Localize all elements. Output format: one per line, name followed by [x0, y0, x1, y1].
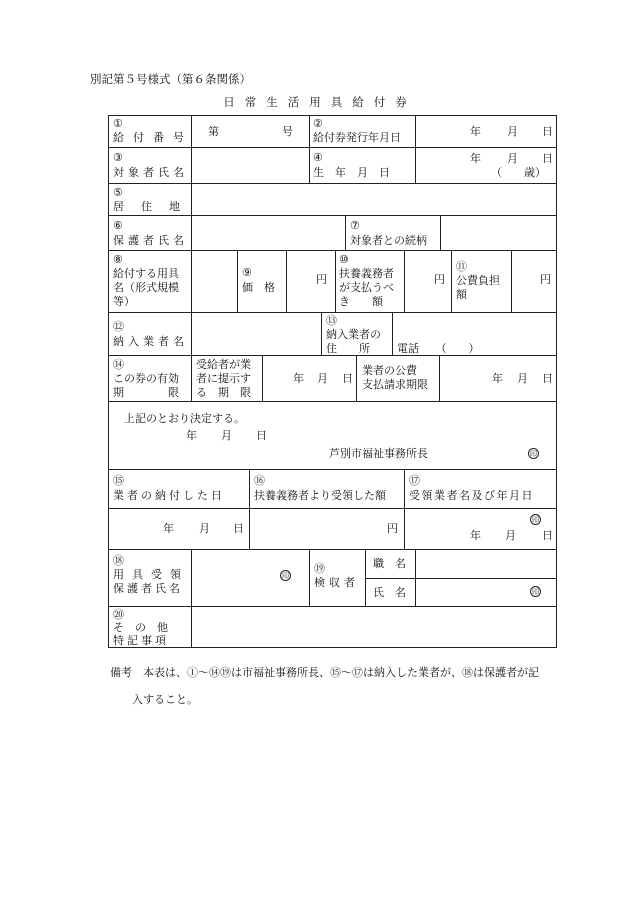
field-label-validity: 期 限	[113, 386, 179, 399]
field-number: ⑩	[339, 253, 349, 266]
col-line	[404, 469, 405, 549]
col-line	[365, 549, 366, 606]
seal-icon: 印	[530, 450, 537, 458]
remarks	[110, 659, 580, 713]
field-label-vendor-address: 住 所	[326, 342, 370, 355]
seal-icon: 印	[532, 588, 539, 596]
field-number: ⑤	[113, 186, 123, 199]
day-label: 日	[542, 125, 553, 138]
field-label-device-name: 名（形式規模	[113, 281, 179, 294]
document-title: 日常生活用具給付券	[223, 95, 417, 109]
col-line	[191, 606, 192, 648]
field-label-payable: 扶養義務者	[339, 267, 394, 280]
month-label: 月	[507, 125, 518, 138]
field-number: ⑥	[113, 219, 123, 232]
decision-text: 上記のとおり決定する。	[124, 412, 245, 425]
col-line	[262, 355, 263, 401]
year-label: 年	[470, 152, 481, 165]
col-line	[415, 549, 416, 606]
year-label: 年	[163, 522, 174, 535]
remarks-line: 入すること。	[132, 693, 198, 706]
yen-label: 円	[316, 273, 327, 286]
row-line	[108, 549, 557, 550]
month-label: 月	[517, 372, 528, 385]
row-line	[108, 250, 557, 251]
col-line	[309, 549, 310, 606]
month-label: 月	[199, 522, 210, 535]
yen-label: 円	[434, 273, 445, 286]
field-label-payable: き 額	[339, 295, 383, 308]
col-line	[392, 312, 393, 355]
col-line	[321, 312, 322, 355]
col-line	[309, 115, 310, 183]
field-label-inspector: 検収者	[314, 576, 359, 589]
remarks-line: 備考 本表は、①～⑭⑲は市福祉事務所長、⑮～⑰は納入した業者が、⑱は保護者が記	[110, 666, 539, 679]
field-label-payable: が支払うべ	[339, 281, 394, 294]
day-label: 日	[342, 372, 353, 385]
col-line	[191, 549, 192, 606]
field-label-device-receiver: 保護者氏名	[113, 582, 183, 595]
field-number: ⑦	[350, 219, 360, 232]
field-label-grant-number: 給付番号	[113, 131, 193, 144]
col-line	[415, 115, 416, 183]
field-number: ⑰	[409, 474, 420, 487]
col-line	[451, 250, 452, 312]
seal-icon: 印	[282, 572, 289, 580]
field-label-received-amount: 扶養義務者より受領した額	[254, 489, 386, 502]
field-label-vendor-address: 納入業者の	[326, 328, 381, 341]
year-label: 年	[186, 429, 197, 442]
field-number: ⑳	[113, 608, 124, 621]
public-claim-deadline-label: 業者の公費	[362, 364, 417, 377]
month-label: 月	[317, 372, 328, 385]
field-label-public-burden: 額	[456, 288, 467, 301]
field-number: ⑱	[113, 554, 124, 567]
col-line	[345, 215, 346, 250]
day-label: 日	[542, 529, 553, 542]
field-number: ⑲	[314, 562, 325, 575]
field-label-recipient-name: 対象者氏名	[113, 166, 188, 179]
row-line	[108, 606, 557, 607]
month-label: 月	[507, 152, 518, 165]
row-line	[108, 312, 557, 313]
year-label: 年	[470, 529, 481, 542]
row-line	[108, 469, 557, 470]
col-line	[191, 312, 192, 355]
form-reference: 別記第５号様式（第６条関係）	[90, 72, 251, 86]
phone-label: 電話 （ ）	[397, 342, 480, 355]
field-label-device-receiver: 用具受領	[113, 568, 189, 581]
field-number: ⑨	[242, 266, 252, 279]
col-line	[191, 355, 192, 401]
day-label: 日	[542, 152, 553, 165]
row-line	[365, 578, 557, 579]
col-line	[404, 250, 405, 312]
field-label-other-notes: そ の 他	[113, 621, 168, 634]
present-deadline-label: 者に提示す	[196, 372, 251, 385]
day-label: 日	[233, 522, 244, 535]
go-label: 号	[282, 125, 293, 138]
field-number: ⑮	[113, 474, 124, 487]
row-line	[108, 215, 557, 216]
field-label-other-notes: 特記事項	[113, 634, 169, 647]
yen-label: 円	[540, 273, 551, 286]
col-line	[439, 355, 440, 401]
field-number: ①	[113, 117, 123, 130]
row-line	[108, 508, 557, 509]
row-line	[108, 355, 557, 356]
field-number: ④	[313, 151, 323, 164]
row-line	[108, 183, 557, 184]
dai-label: 第	[208, 125, 219, 138]
job-title-label: 職 名	[373, 557, 406, 570]
field-label-delivery-date: 業者の納付した日	[113, 489, 225, 502]
month-label: 月	[221, 429, 232, 442]
field-label-public-burden: 公費負担	[456, 274, 500, 287]
public-claim-deadline-label: 支払請求期限	[362, 378, 428, 391]
row-line	[108, 147, 557, 148]
col-line	[356, 355, 357, 401]
field-number: ③	[113, 151, 123, 164]
seal-icon: 印	[532, 516, 539, 524]
field-label-relationship: 対象者との続柄	[350, 234, 427, 247]
office-name: 芦別市福祉事務所長	[329, 447, 428, 460]
col-line	[511, 250, 512, 312]
col-line	[440, 215, 441, 250]
col-line	[237, 250, 238, 312]
field-number: ⑭	[113, 358, 124, 371]
field-number: ②	[313, 117, 323, 130]
field-number: ⑯	[254, 474, 265, 487]
col-line	[191, 250, 192, 312]
field-label-birth-date: 生 年 月 日	[313, 166, 390, 179]
name-label: 氏 名	[373, 586, 406, 599]
field-label-device-name: 給付する用具	[113, 267, 179, 280]
yen-label: 円	[387, 522, 398, 535]
field-number: ⑬	[326, 314, 337, 327]
day-label: 日	[542, 372, 553, 385]
field-label-vendor-name: 納入業者名	[113, 335, 188, 348]
day-label: 日	[256, 429, 267, 442]
year-label: 年	[492, 372, 503, 385]
field-label-address: 居住地	[113, 200, 197, 213]
row-line	[108, 401, 557, 402]
field-label-price: 価 格	[242, 281, 275, 294]
field-number: ⑧	[113, 253, 123, 266]
field-label-receiving-vendor: 受領業者名及び年月日	[409, 489, 534, 502]
field-label-issue-date: 給付券発行年月日	[313, 131, 401, 144]
year-label: 年	[470, 125, 481, 138]
col-line	[249, 469, 250, 549]
month-label: 月	[505, 529, 516, 542]
age-label: （ 歳）	[491, 166, 546, 179]
field-number: ⑪	[456, 260, 467, 273]
field-label-guardian-name: 保護者氏名	[113, 234, 188, 247]
col-line	[286, 250, 287, 312]
field-label-validity: この券の有効	[113, 372, 179, 385]
field-number: ⑫	[113, 320, 124, 333]
field-label-device-name: 等）	[113, 295, 135, 308]
present-deadline-label: 受給者が業	[196, 358, 251, 371]
col-line	[335, 250, 336, 312]
present-deadline-label: る 期 限	[196, 386, 251, 399]
year-label: 年	[293, 372, 304, 385]
